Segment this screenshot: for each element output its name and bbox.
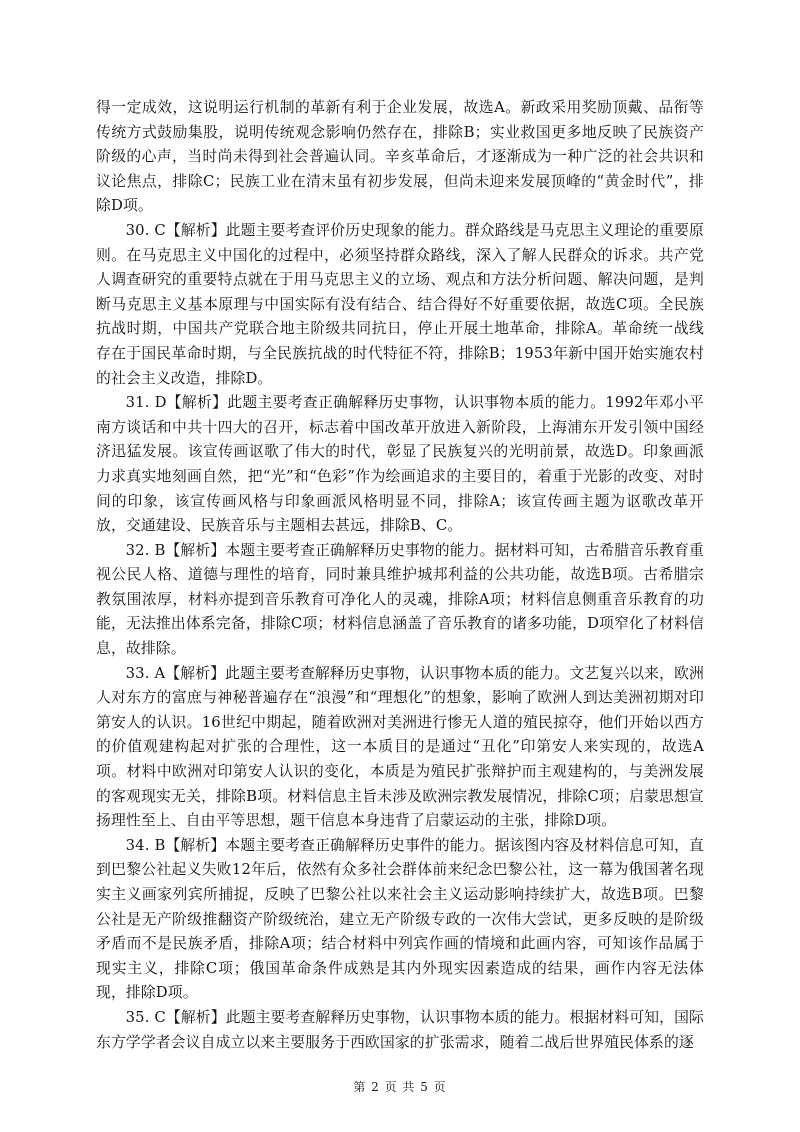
paragraph-q31: 31. D【解析】此题主要考查正确解释历史事物，认识事物本质的能力。1992年邓小平南方谈话和中共十四大的召开，标志着中国改革开放进入新阶段，上海浦东开发引领中国经济迅猛发展。该宣传画讴歌了伟大的时代，彰显了民族复兴的光明前景，故选D。印象画派力求真实地刻画自然，把“光”和“色彩”作为绘画追求的主要目的，着重于光影的改变、对时间的印象，该宣传画风格与印象画派风格明显不同，排除A；该宣传画主题为讴歌改革开放，交通建设、民族音乐与主题相去甚远，排除B、C。 <box>96 394 704 535</box>
paragraph-29-continued: 得一定成效，这说明运行机制的革新有利于企业发展，故选A。新政采用奖励顶戴、品衔等传统方式鼓励集股，说明传统观念影响仍然存在，排除B；实业救国更多地反映了民族资产阶级的心声，当时尚未得到社会普遍认同。辛亥革命后，才逐渐成为一种广泛的社会共识和议论焦点，排除C；民族工业在清末虽有初步发展，但尚未迎来发展顶峰的“黄金时代”，排除D项。 <box>96 99 704 215</box>
paragraph-q34: 34. B【解析】本题主要考查正确解释历史事件的能力。据该图内容及材料信息可知，直到巴黎公社起义失败12年后，依然有众多社会群体前来纪念巴黎公社，这一幕为俄国著名现实主义画家列宾所捕捉，反映了巴黎公社以来社会主义运动影响持续扩大，故选B项。巴黎公社是无产阶级推翻资产阶级统治，建立无产阶级专政的一次伟大尝试，更多反映的是阶级矛盾而不是民族矛盾，排除A项；结合材料中列宾作画的情境和此画内容，可知该作品属于现实主义，排除C项；俄国革命条件成熟是其内外现实因素造成的结果，画作内容无法体现，排除D项。 <box>96 836 704 1002</box>
paragraph-q32: 32. B【解析】本题主要考查正确解释历史事物的能力。据材料可知，古希腊音乐教育重视公民人格、道德与理性的培育，同时兼具维护城邦利益的公共功能，故选B项。古希腊宗教氛围浓厚，材料亦提到音乐教育可净化人的灵魂，排除A项；材料信息侧重音乐教育的功能，无法推出体系完备，排除C项；材料信息涵盖了音乐教育的诸多功能，D项窄化了材料信息，故排除。 <box>96 541 704 658</box>
paragraph-q33: 33. A【解析】此题主要考查解释历史事物，认识事物本质的能力。文艺复兴以来，欧洲人对东方的富庶与神秘普遍存在“浪漫”和“理想化”的想象，影响了欧洲人到达美洲初期对印第安人的认识。16世纪中期起，随着欧洲对美洲进行惨无人道的殖民掠夺，他们开始以西方的价值观建构起对扩张的合理性，这一本质目的是通过“丑化”印第安人来实现的，故选A项。材料中欧洲对印第安人认识的变化，本质是为殖民扩张辩护而主观建构的，与美洲发展的客观现实无关，排除B项。材料信息主旨未涉及欧洲宗教发展情况，排除C项；启蒙思想宣扬理性至上、自由平等思想，题干信息本身违背了启蒙运动的主张，排除D项。 <box>96 664 704 830</box>
answer-explanations <box>96 96 704 1055</box>
paragraph-q30: 30. C【解析】此题主要考查评价历史现象的能力。群众路线是马克思主义理论的重要原则。在马克思主义中国化的过程中，必须坚持群众路线，深入了解人民群众的诉求。共产党人调查研究的重要特点就在于用马克思主义的立场、观点和方法分析问题、解决问题，是判断马克思主义基本原理与中国实际有没有结合、结合得好不好重要依据，故选C项。全民族抗战时期，中国共产党联合地主阶级共同抗日，停止开展土地革命，排除A。革命统一战线存在于国民革命时期，与全民族抗战的时代特征不符，排除B；1953年新中国开始实施农村的社会主义改造，排除D。 <box>96 221 704 387</box>
paragraph-q35: 35. C【解析】此题主要考查解释历史事物，认识事物本质的能力。根据材料可知，国际东方学学者会议自成立以来主要服务于西欧国家的扩张需求，随着二战后世界殖民体系的逐 <box>96 1008 704 1051</box>
page-number: 第 2 页 共 5 页 <box>353 1080 447 1094</box>
